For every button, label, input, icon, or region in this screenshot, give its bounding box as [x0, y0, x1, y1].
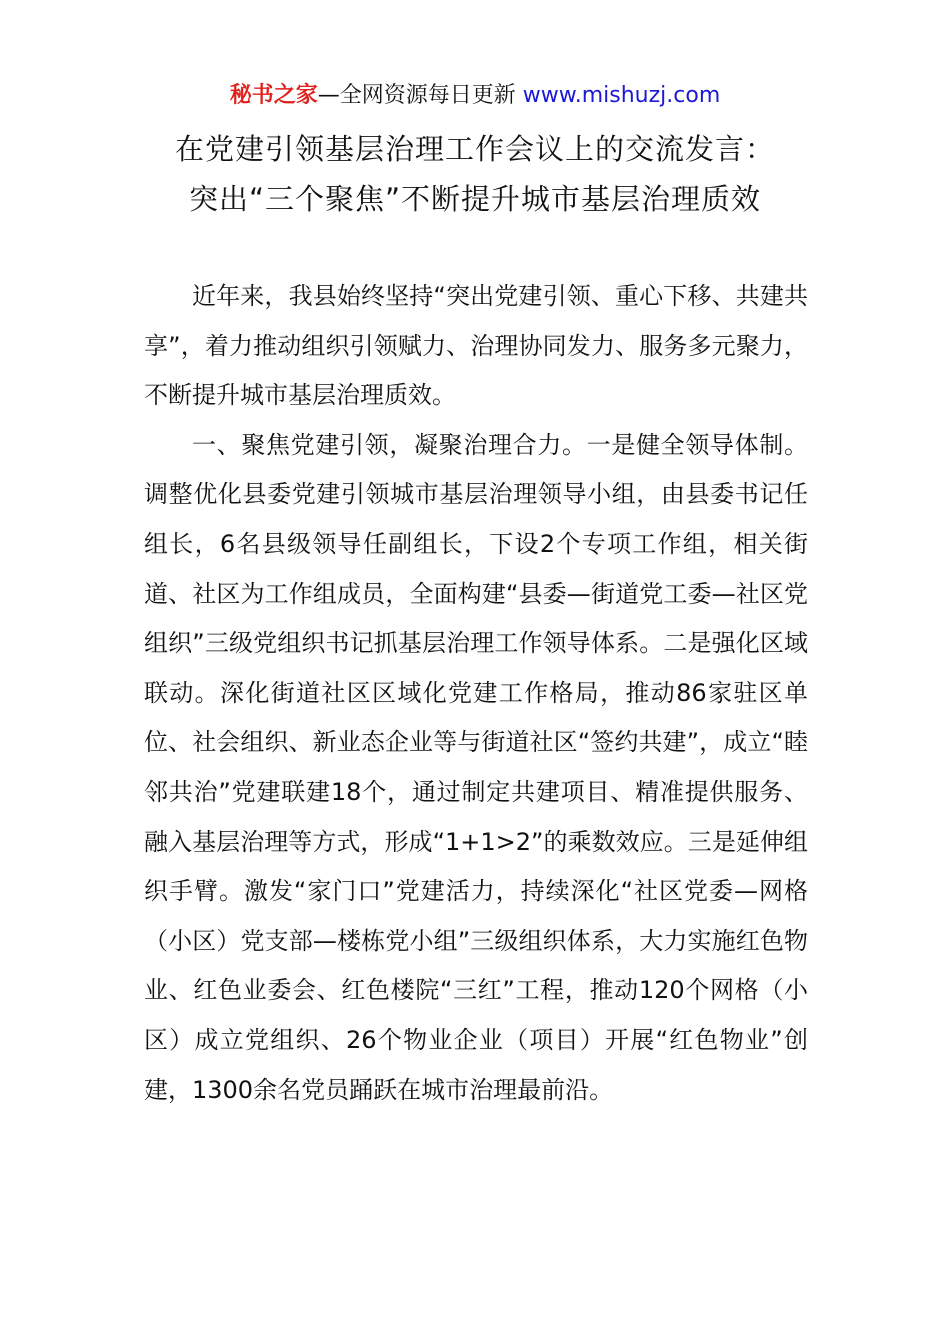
document-body — [144, 272, 808, 1115]
paragraph-intro: 近年来，我县始终坚持“突出党建引领、重心下移、共建共享”，着力推动组织引领赋力、治理协同发力、服务多元聚力，不断提升城市基层治理质效。 — [144, 282, 808, 410]
site-url-link[interactable]: www.mishuzj.com — [522, 83, 721, 108]
title-line-1: 在党建引领基层治理工作会议上的交流发言： — [174, 132, 775, 166]
paragraph-section-1: 一、聚焦党建引领，凝聚治理合力。一是健全领导体制。调整优化县委党建引领城市基层治理领导小组，由县委书记任组长，6名县级领导任副组长，下设2个专项工作组，相关街道、社区为工作组成员，全面构建“县委—街道党工委—社区党组织”三级党组织书记抓基层治理工作领导体系。二是强化区域联动。深化街道社区区域化党建工作格局，推动86家驻区单位、社会组织、新业态企业等与街道社区“签约共建”，成立“睦邻共治”党建联建18个，通过制定共建项目、精准提供服务、融入基层治理等方式，形成“1+1>2”的乘数效应。三是延伸组织手臂。激发“家门口”党建活力，持续深化“社区党委—网格（小区）党支部—楼栋党小组”三级组织体系，大力实施红色物业、红色业委会、红色楼院“三红”工程，推动120个网格（小区）成立党组织、26个物业企业（项目）开展“红色物业”创建，1300余名党员踊跃在城市治理最前沿。 — [144, 430, 808, 1104]
site-header — [0, 80, 950, 112]
header-tagline: —全网资源每日更新 — [317, 83, 523, 108]
brand-name: 秘书之家 — [229, 83, 318, 108]
document-title — [60, 124, 890, 224]
title-line-2: 突出“三个聚焦”不断提升城市基层治理质效 — [188, 182, 762, 216]
